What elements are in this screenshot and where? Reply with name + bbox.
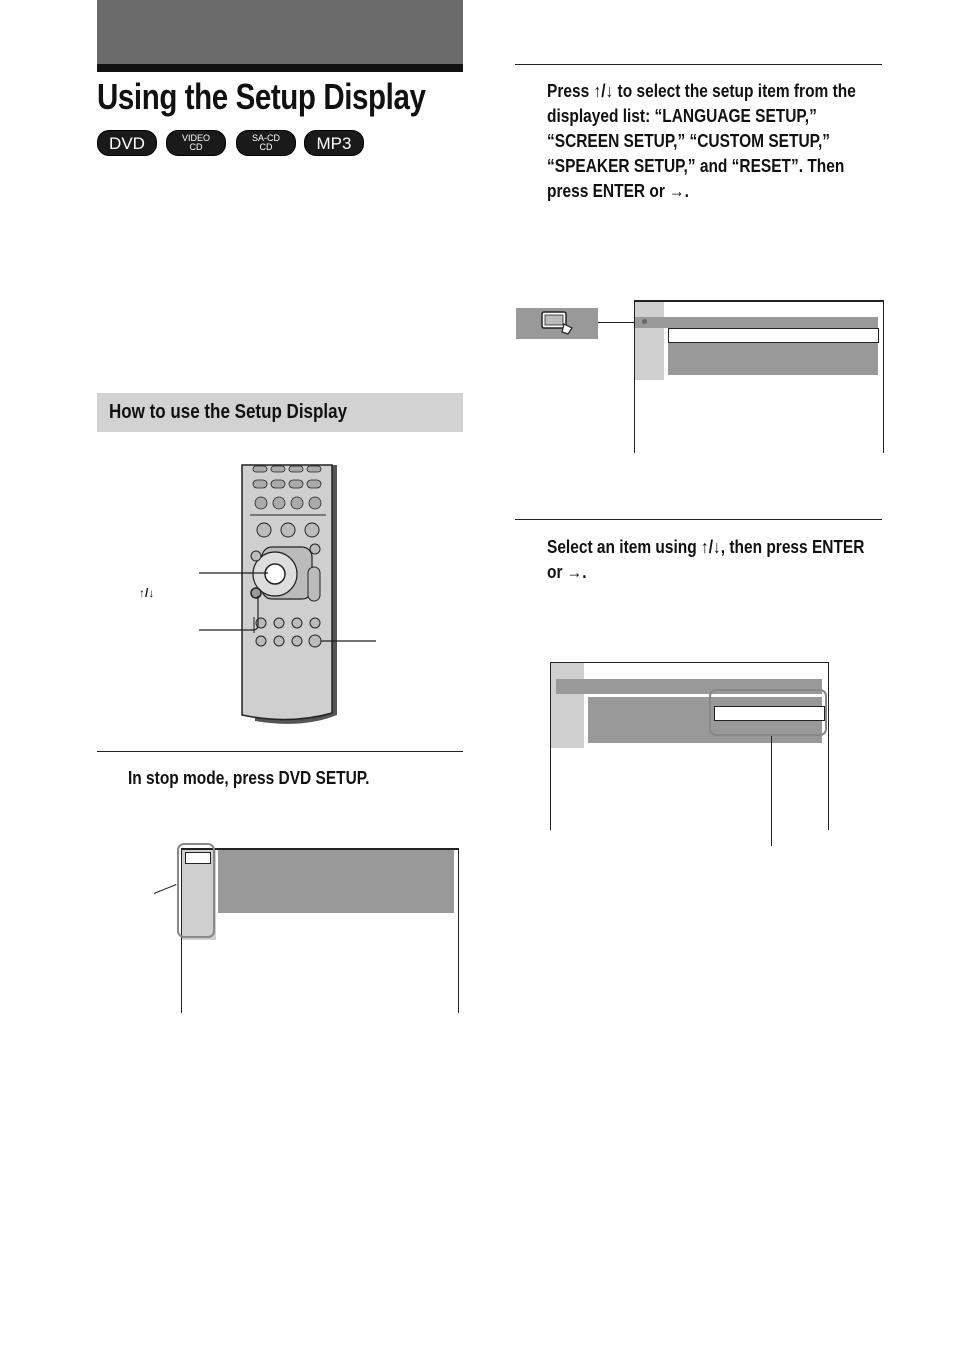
step3-text: Select an item using ↑/↓, then press ENTER or →. bbox=[547, 537, 865, 582]
screen-setup-icon bbox=[516, 308, 598, 339]
callout-line-3 bbox=[771, 736, 772, 846]
video-cd-badge: VIDEO CD bbox=[166, 130, 226, 156]
remote-control-illustration bbox=[140, 463, 390, 728]
header-band bbox=[97, 0, 463, 64]
page-title: Using the Setup Display bbox=[97, 76, 426, 117]
step3-rule bbox=[515, 519, 882, 520]
setup-display-screen-2 bbox=[634, 300, 884, 453]
up-down-label: ↑/↓ bbox=[139, 586, 155, 600]
setup-display-screen-3 bbox=[550, 662, 829, 830]
step2-text: Press ↑/↓ to select the setup item from the displayed list: “LANGUAGE SETUP,” “SCREEN SETUP,” “CUSTOM SETUP,” “SPEAKER SETUP,” and “RESET”. Then press ENTER or →. bbox=[547, 81, 856, 201]
icon-highlight-frame bbox=[177, 843, 215, 938]
section-heading: How to use the Setup Display bbox=[109, 401, 348, 423]
setup-display-screen-1 bbox=[181, 848, 459, 1013]
dvd-badge: DVD bbox=[97, 130, 157, 156]
setup-icon-tab bbox=[516, 308, 598, 339]
callout-line bbox=[154, 884, 177, 894]
mp3-badge: MP3 bbox=[304, 130, 364, 156]
header-rule bbox=[97, 64, 463, 72]
step2-rule bbox=[515, 64, 882, 65]
step1-text: In stop mode, press DVD SETUP. bbox=[128, 768, 370, 788]
option-highlight-frame bbox=[709, 689, 827, 736]
step1-rule bbox=[97, 751, 463, 752]
sa-cd-badge: SA-CD CD bbox=[236, 130, 296, 156]
